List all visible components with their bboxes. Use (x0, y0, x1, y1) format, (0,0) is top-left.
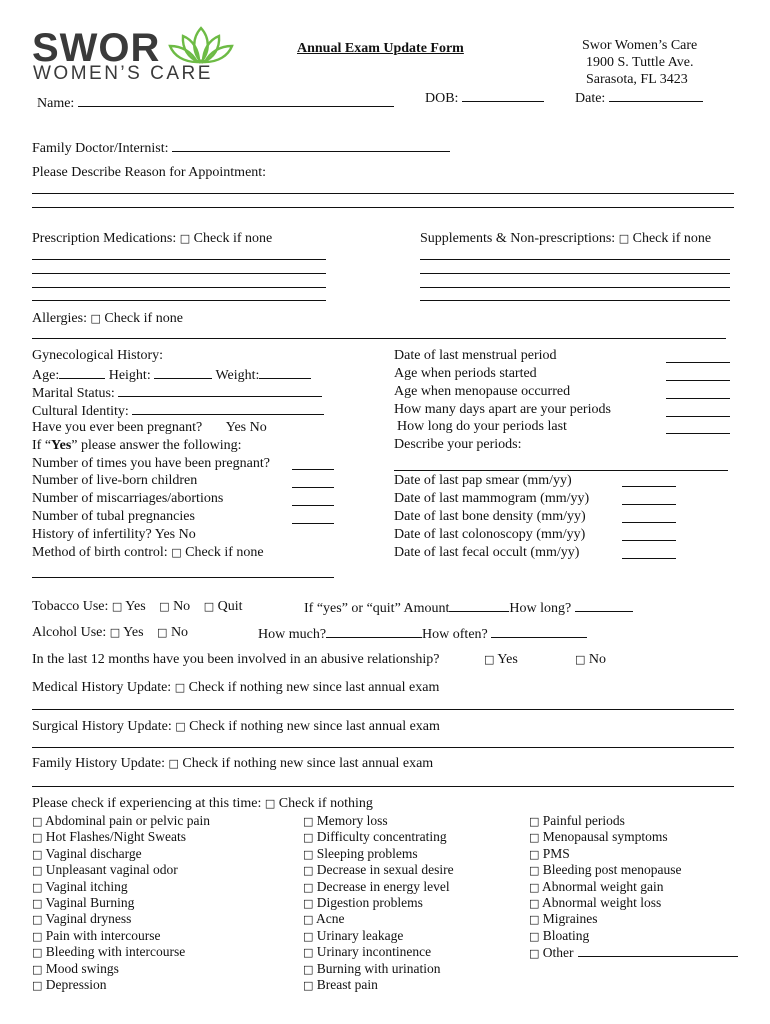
prescription-line[interactable] (32, 300, 326, 301)
marital-row (32, 384, 322, 402)
checkbox-icon[interactable]: □ (111, 600, 123, 613)
pregnant-yes-no[interactable]: Yes No (225, 420, 267, 435)
birth-control-none-label: Check if none (185, 545, 264, 560)
describe-line[interactable] (394, 470, 728, 471)
checkbox-icon[interactable]: □ (32, 978, 43, 992)
cultural-label: Cultural Identity: (32, 404, 129, 419)
tobacco-quit: Quit (217, 599, 243, 614)
alcohol-how-often-label: How often? (422, 627, 488, 642)
cultural-row (32, 402, 324, 420)
symptom-label: Bloating (542, 927, 590, 943)
symptom-label: Pain with intercourse (45, 927, 161, 943)
lotus-icon (168, 26, 234, 64)
symptom-item[interactable] (32, 928, 210, 944)
name-row (37, 94, 394, 112)
alcohol-how-often-field[interactable] (491, 625, 587, 638)
symptom-item[interactable] (529, 862, 738, 878)
pregnant-label: Have you ever been pregnant? (32, 420, 203, 435)
alcohol-no: No (170, 625, 189, 640)
checkbox-icon[interactable]: □ (303, 831, 314, 845)
checkbox-icon[interactable]: □ (168, 757, 179, 770)
checkbox-icon[interactable]: □ (32, 913, 43, 927)
symptom-label: PMS (542, 845, 570, 861)
abuse-no: No (588, 652, 607, 667)
symptoms-heading-row (32, 796, 373, 812)
symptoms-column-2 (303, 813, 454, 993)
name-label: Name: (37, 96, 75, 111)
supplements-line[interactable] (420, 287, 730, 288)
symptom-item[interactable] (32, 977, 210, 993)
symptom-label: Unpleasant vaginal odor (45, 862, 178, 878)
symptom-item[interactable] (303, 846, 454, 862)
supplements-row (420, 231, 711, 247)
bone-density-field[interactable] (622, 522, 676, 523)
marital-field[interactable] (118, 384, 322, 397)
age-label: Age: (32, 368, 60, 383)
supplements-line[interactable] (420, 259, 730, 260)
symptom-item[interactable] (32, 813, 210, 829)
days-apart-label: How many days apart are your periods (394, 402, 611, 417)
days-apart-field[interactable] (666, 416, 730, 417)
family-doctor-field[interactable] (172, 139, 450, 152)
symptoms-check-nothing: Check if nothing (278, 796, 373, 811)
mammogram-label: Date of last mammogram (mm/yy) (394, 491, 590, 506)
clinic-city: Sarasota, FL 3423 (586, 72, 688, 87)
symptom-label: Abnormal weight loss (542, 894, 662, 910)
checkbox-icon[interactable]: □ (179, 232, 191, 245)
symptom-label: Painful periods (542, 813, 625, 828)
supplements-label: Supplements & Non-prescriptions: (420, 231, 616, 246)
checkbox-icon[interactable]: □ (109, 626, 121, 639)
live-born-field[interactable] (292, 487, 334, 488)
checkbox-icon[interactable]: □ (90, 312, 101, 325)
live-born-label: Number of live-born children (32, 473, 198, 488)
describe-label: Describe your periods: (394, 437, 522, 452)
colonoscopy-field[interactable] (622, 540, 676, 541)
prescription-line[interactable] (32, 287, 326, 288)
symptom-item[interactable] (32, 911, 210, 927)
logo-text: SWOR (32, 26, 161, 70)
checkbox-icon[interactable]: □ (529, 815, 540, 828)
symptom-label: Abdominal pain or pelvic pain (45, 813, 211, 828)
surgical-history-line[interactable] (32, 747, 734, 748)
allergies-label: Allergies: (32, 311, 87, 326)
age-height-weight-row (32, 366, 311, 384)
date-row (575, 89, 703, 107)
checkbox-icon[interactable]: □ (157, 626, 168, 639)
abuse-yes: Yes (497, 652, 518, 667)
symptom-label: Depression (45, 976, 107, 992)
family-history-label: Family History Update: (32, 756, 169, 771)
symptom-item[interactable] (303, 895, 454, 911)
tubal-label: Number of tubal pregnancies (32, 509, 195, 524)
symptom-item[interactable] (303, 944, 454, 960)
symptom-label: Memory loss (316, 813, 388, 828)
symptom-item[interactable] (303, 879, 454, 895)
symptom-item[interactable] (529, 911, 738, 927)
weight-field[interactable] (259, 366, 311, 379)
symptom-label: Abnormal weight gain (542, 878, 664, 894)
pregnant-row (32, 420, 267, 436)
symptom-item[interactable] (303, 961, 454, 977)
how-long-label: How long do your periods last (397, 419, 567, 434)
checkbox-icon[interactable]: □ (303, 913, 314, 927)
alcohol-label: Alcohol Use: (32, 625, 107, 640)
symptom-label: Menopausal symptoms (542, 829, 668, 845)
checkbox-icon[interactable]: □ (529, 913, 540, 927)
if-yes-row (32, 438, 242, 454)
started-label: Age when periods started (394, 366, 537, 381)
weight-label: Weight: (215, 368, 260, 383)
checkbox-icon[interactable]: □ (529, 831, 540, 845)
birth-control-row (32, 545, 264, 561)
medical-history-line[interactable] (32, 709, 734, 710)
family-history-row (32, 756, 433, 772)
checkbox-icon[interactable]: □ (303, 815, 314, 828)
symptom-label: Hot Flashes/Night Sweats (45, 829, 187, 845)
symptom-label: Sleeping problems (316, 845, 418, 861)
symptom-item[interactable] (303, 829, 454, 845)
symptom-label: Vaginal itching (45, 878, 128, 894)
if-yes-pre: If “ (32, 438, 52, 453)
symptom-item[interactable] (529, 944, 738, 960)
symptom-label: Migraines (542, 911, 598, 927)
symptom-item[interactable] (529, 879, 738, 895)
age-field[interactable] (59, 366, 105, 379)
if-yes-bold: Yes (51, 438, 72, 453)
pap-label: Date of last pap smear (mm/yy) (394, 473, 572, 488)
symptoms-column-1 (32, 813, 210, 993)
symptom-label: Vaginal discharge (45, 845, 142, 861)
checkbox-icon[interactable]: □ (32, 815, 43, 828)
checkbox-icon[interactable]: □ (32, 962, 43, 976)
tubal-field[interactable] (292, 523, 334, 524)
symptom-label: Bleeding with intercourse (45, 944, 186, 960)
tobacco-yes: Yes (125, 599, 146, 614)
checkbox-icon[interactable]: □ (159, 600, 170, 613)
symptom-item[interactable] (32, 961, 210, 977)
pap-field[interactable] (622, 486, 676, 487)
symptom-label: Decrease in energy level (316, 878, 450, 894)
symptom-label: Other (542, 945, 574, 961)
logo-subtext: WOMEN’S CARE (33, 63, 213, 84)
symptom-label: Decrease in sexual desire (316, 862, 454, 878)
symptom-item[interactable] (32, 846, 210, 862)
checkbox-icon[interactable]: □ (32, 929, 43, 943)
birth-control-label: Method of birth control: (32, 545, 168, 560)
date-label: Date: (575, 91, 606, 106)
supplements-line[interactable] (420, 300, 730, 301)
times-pregnant-label: Number of times you have been pregnant? (32, 456, 270, 471)
checkbox-icon[interactable]: □ (529, 896, 540, 910)
started-field[interactable] (666, 380, 730, 381)
prescription-label: Prescription Medications: (32, 231, 177, 246)
symptom-label: Breast pain (316, 976, 378, 992)
symptom-item[interactable] (303, 813, 454, 829)
times-pregnant-field[interactable] (292, 469, 334, 470)
tobacco-details (304, 599, 633, 617)
abuse-yes-option (484, 652, 518, 668)
alcohol-details (258, 625, 587, 643)
checkbox-icon[interactable]: □ (575, 653, 586, 666)
checkbox-icon[interactable]: □ (529, 864, 540, 878)
family-doctor-label: Family Doctor/Internist: (32, 141, 169, 156)
tobacco-label: Tobacco Use: (32, 599, 109, 614)
checkbox-icon[interactable]: □ (529, 947, 540, 961)
medical-nothing-new: Check if nothing new since last annual exam (188, 680, 440, 695)
reason-line-2[interactable] (32, 207, 734, 208)
checkbox-icon[interactable]: □ (303, 847, 314, 861)
checkbox-icon[interactable]: □ (32, 896, 43, 910)
abuse-question: In the last 12 months have you been involved in an abusive relationship? (32, 652, 440, 667)
tobacco-how-long-field[interactable] (575, 599, 633, 612)
other-field[interactable] (578, 944, 738, 957)
height-label: Height: (108, 368, 151, 383)
if-yes-post: ” please answer the following: (71, 438, 242, 453)
symptom-label: Digestion problems (316, 894, 423, 910)
symptom-item[interactable] (529, 928, 738, 944)
symptoms-heading: Please check if experiencing at this time: (32, 796, 262, 811)
allergies-row (32, 311, 183, 327)
bone-density-label: Date of last bone density (mm/yy) (394, 509, 586, 524)
checkbox-icon[interactable]: □ (32, 946, 43, 960)
checkbox-icon[interactable]: □ (303, 978, 314, 992)
symptoms-column-3 (529, 813, 738, 961)
checkbox-icon[interactable]: □ (484, 653, 495, 666)
symptom-label: Vaginal Burning (45, 894, 135, 910)
gyn-heading: Gynecological History: (32, 348, 164, 363)
symptom-item[interactable] (32, 895, 210, 911)
marital-label: Marital Status: (32, 386, 115, 401)
infertility-label[interactable]: History of infertility? Yes No (32, 527, 196, 542)
symptom-item[interactable] (303, 911, 454, 927)
checkbox-icon[interactable]: □ (303, 946, 314, 960)
tobacco-row (32, 599, 242, 615)
checkbox-icon[interactable]: □ (174, 681, 186, 694)
alcohol-how-much-field[interactable] (326, 625, 422, 638)
family-history-line[interactable] (32, 786, 734, 787)
supplements-line[interactable] (420, 273, 730, 274)
fecal-occult-label: Date of last fecal occult (mm/yy) (394, 545, 580, 560)
symptom-item[interactable] (32, 944, 210, 960)
prescription-row (32, 231, 272, 247)
checkbox-icon[interactable]: □ (529, 847, 540, 861)
medical-history-row (32, 680, 439, 696)
symptom-label: Mood swings (45, 960, 119, 976)
miscarriages-field[interactable] (292, 505, 334, 506)
symptom-label: Bleeding post menopause (542, 862, 682, 878)
menopause-label: Age when menopause occurred (394, 384, 571, 399)
alcohol-yes: Yes (123, 625, 144, 640)
dob-label: DOB: (425, 91, 459, 106)
family-nothing-new: Check if nothing new since last annual exam (182, 756, 434, 771)
checkbox-icon[interactable]: □ (32, 847, 43, 861)
surgical-history-label: Surgical History Update: (32, 719, 172, 734)
symptom-item[interactable] (529, 829, 738, 845)
symptom-item[interactable] (32, 879, 210, 895)
symptom-label: Urinary leakage (316, 927, 404, 943)
symptom-label: Acne (316, 911, 345, 927)
clinic-name: Swor Women’s Care (582, 38, 698, 53)
checkbox-icon[interactable]: □ (303, 864, 314, 878)
fecal-occult-field[interactable] (622, 558, 676, 559)
checkbox-icon[interactable]: □ (171, 546, 182, 559)
checkbox-icon[interactable]: □ (32, 831, 43, 845)
colonoscopy-label: Date of last colonoscopy (mm/yy) (394, 527, 586, 542)
checkbox-icon[interactable]: □ (529, 929, 540, 943)
symptom-label: Urinary incontinence (316, 944, 432, 960)
prescription-line[interactable] (32, 273, 326, 274)
miscarriages-label: Number of miscarriages/abortions (32, 491, 224, 506)
alcohol-how-much-label: How much? (258, 627, 327, 642)
height-field[interactable] (154, 366, 212, 379)
dob-field[interactable] (462, 89, 544, 102)
clinic-street: 1900 S. Tuttle Ave. (586, 55, 694, 70)
surgical-history-row (32, 719, 440, 735)
mammogram-field[interactable] (622, 504, 676, 505)
checkbox-icon[interactable]: □ (203, 600, 215, 613)
symptom-item[interactable] (303, 928, 454, 944)
family-doctor-row (32, 139, 450, 157)
tobacco-how-long-label: How long? (509, 601, 572, 616)
medical-history-label: Medical History Update: (32, 680, 172, 695)
tobacco-amount-field[interactable] (449, 599, 509, 612)
symptom-item[interactable] (529, 813, 738, 829)
symptom-label: Vaginal dryness (45, 911, 132, 927)
checkbox-icon[interactable]: □ (303, 962, 314, 976)
date-field[interactable] (609, 89, 703, 102)
symptom-item[interactable] (303, 977, 454, 993)
symptom-item[interactable] (32, 862, 210, 878)
symptom-item[interactable] (303, 862, 454, 878)
checkbox-icon[interactable]: □ (303, 896, 314, 910)
symptom-item[interactable] (529, 895, 738, 911)
how-long-field[interactable] (666, 433, 730, 434)
abuse-no-option (575, 652, 606, 668)
prescription-line[interactable] (32, 259, 326, 260)
menopause-field[interactable] (666, 398, 730, 399)
name-field[interactable] (78, 94, 394, 107)
cultural-field[interactable] (132, 402, 324, 415)
reason-line-1[interactable] (32, 193, 734, 194)
symptom-label: Burning with urination (316, 960, 441, 976)
supplements-none-label: Check if none (632, 231, 712, 246)
allergies-line[interactable] (32, 338, 726, 339)
allergies-none-label: Check if none (104, 311, 183, 326)
birth-control-line[interactable] (32, 577, 334, 578)
checkbox-icon[interactable]: □ (32, 864, 43, 878)
checkbox-icon[interactable]: □ (32, 880, 43, 894)
reason-label: Please Describe Reason for Appointment: (32, 165, 267, 180)
tobacco-no: No (173, 599, 191, 614)
checkbox-icon[interactable]: □ (618, 232, 630, 245)
prescription-none-label: Check if none (193, 231, 273, 246)
checkbox-icon[interactable]: □ (175, 720, 186, 733)
symptom-item[interactable] (32, 829, 210, 845)
alcohol-row (32, 625, 188, 641)
checkbox-icon[interactable]: □ (264, 797, 276, 810)
symptom-item[interactable] (529, 846, 738, 862)
symptom-label: Difficulty concentrating (316, 829, 447, 845)
checkbox-icon[interactable]: □ (529, 880, 540, 894)
checkbox-icon[interactable]: □ (303, 880, 314, 894)
lmp-label: Date of last menstrual period (394, 348, 557, 363)
dob-row (425, 89, 544, 107)
checkbox-icon[interactable]: □ (303, 929, 314, 943)
tobacco-amount-label: If “yes” or “quit” Amount (304, 601, 450, 616)
lmp-field[interactable] (666, 362, 730, 363)
form-title: Annual Exam Update Form (297, 41, 464, 56)
surgical-nothing-new: Check if nothing new since last annual exam (189, 719, 440, 734)
